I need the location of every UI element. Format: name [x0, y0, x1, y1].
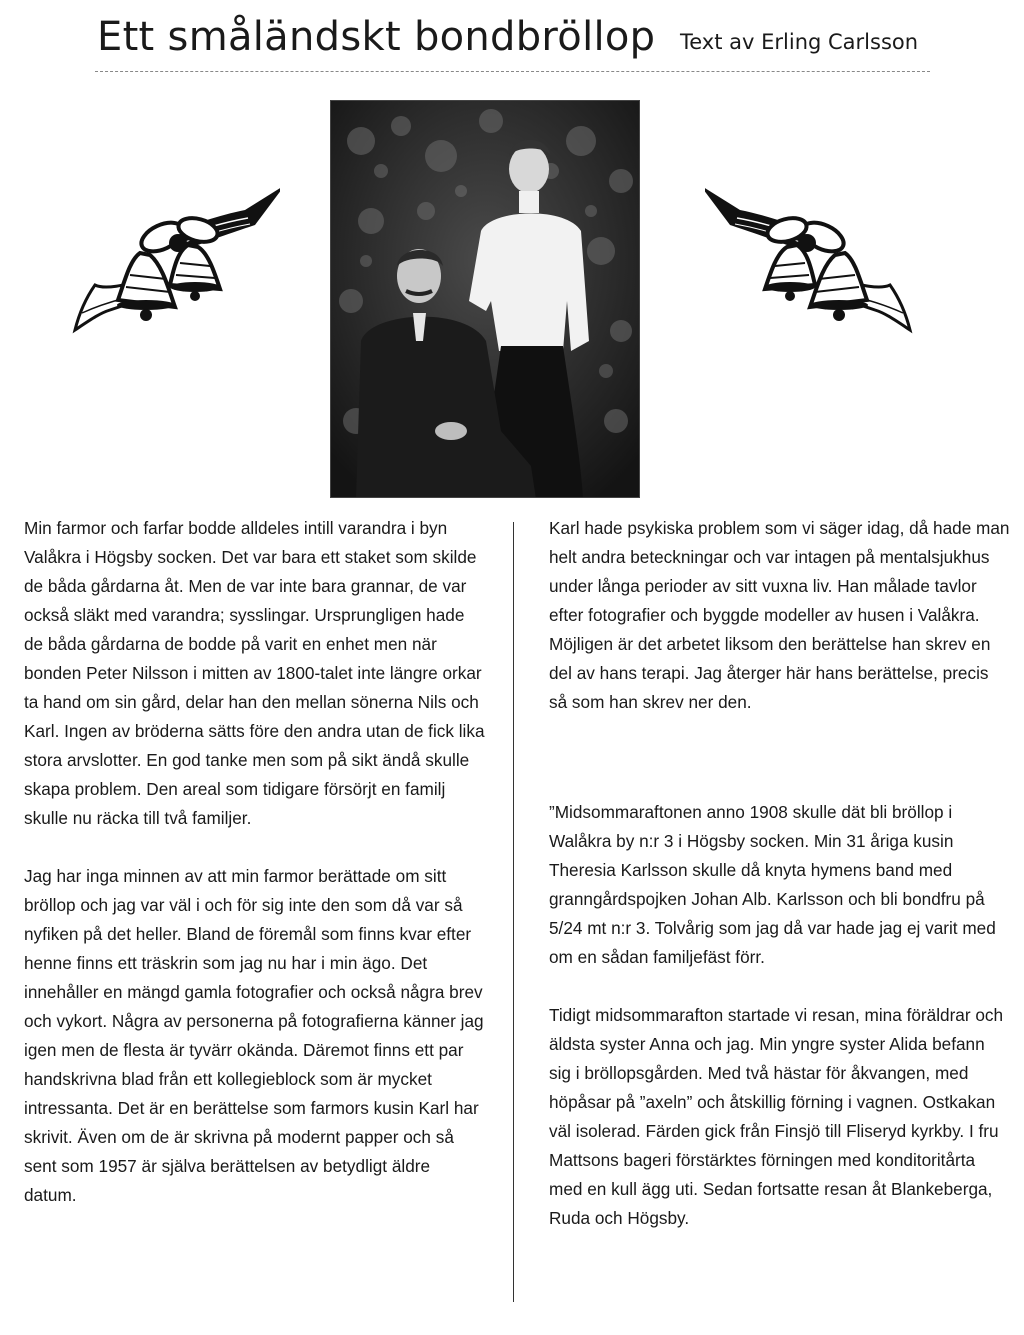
wedding-couple-photo [330, 100, 640, 498]
paragraph: Min farmor och farfar bodde alldeles intill varandra i byn Valåkra i Högsby socken. Det var bara ett staket som skilde de båda gårdarna åt. Men de var inte bara grannar, de var också släkt med varandra; sysslingar. Ursprungligen hade de båda gårdarna de bodde på varit en enhet men när bonden Peter Nilsson i mitten av 1800-talet inte längre orkar ta hand om sin gård, delar han den mellan sönerna Nils och Karl. Ingen av bröderna sätts före den andra utan de fick lika stora arvslotter. En god tanke men som på sikt ändå skulle skapa problem. Den areal som tidigare försörjt en familj skulle nu räcka till två familjer. [24, 518, 485, 828]
wedding-bells-icon [70, 185, 280, 335]
right-column [549, 514, 1011, 1233]
author-byline: Text av Erling Carlsson [680, 30, 919, 54]
left-column [24, 514, 486, 1210]
paragraph: Karl hade psykiska problem som vi säger idag, då hade man helt andra beteckningar och var intagen på mentalsjukhus under långa perioder av sitt vuxna liv. Han målade tavlor efter fotografier och byggde modeller av husen i Valåkra. Möjligen är det arbetet liksom den berättelse han skrev en del av hans terapi. Jag återger här hans berättelse, precis så som han skrev ner den. [549, 518, 1010, 712]
header [95, 14, 930, 72]
header-rule [95, 71, 930, 72]
article-title: Ett småländskt bondbröllop [97, 14, 656, 60]
paragraph: Tidigt midsommarafton startade vi resan, mina föräldrar och äldsta syster Anna och jag. Min yngre syster Alida befann sig i bröllopsgården. Med två hästar för åkvangen, med höpåsar på ”axeln” och åtskillig förning i vagnen. Ostkakan väl isolerad. Färden gick från Finsjö till Fliseryd kyrkby. I fru Mattsons bageri förstärktes förningen med konditoritårta med en kull ägg uti. Sedan fortsatte resan åt Blankeberga, Ruda och Högsby. [549, 1005, 1004, 1228]
paragraph: ”Midsommaraftonen anno 1908 skulle dät bli bröllop i Walåkra by n:r 3 i Högsby socken. Min 31 åriga kusin Theresia Karlsson skulle då knyta hymens band med granngårdspojken Johan Alb. Karlsson och bli bondfru på 5/24 mt n:r 3. Tolvårig som jag då var hade jag ej varit med om en sådan familjefäst förr. [549, 802, 996, 967]
column-divider [513, 522, 514, 1302]
paragraph: Jag har inga minnen av att min farmor berättade om sitt bröllop och jag var väl i och för sig inte den som då var så nyfiken på det heller. Bland de föremål som finns kvar efter henne finns ett träskrin som jag nu har i min ägo. Det innehåller en mängd gamla fotografier och också några brev och vykort. Några av personerna på fotografierna känner jag igen men de flesta är tyvärr okända. Däremot finns ett par handskrivna blad från ett kollegieblock som är mycket intressanta. Det är en berättelse som farmors kusin Karl har skrivit. Även om de är skrivna på modernt papper och så sent som 1957 är själva berättelsen av betydligt äldre datum. [24, 866, 484, 1205]
wedding-bells-icon [705, 185, 915, 335]
